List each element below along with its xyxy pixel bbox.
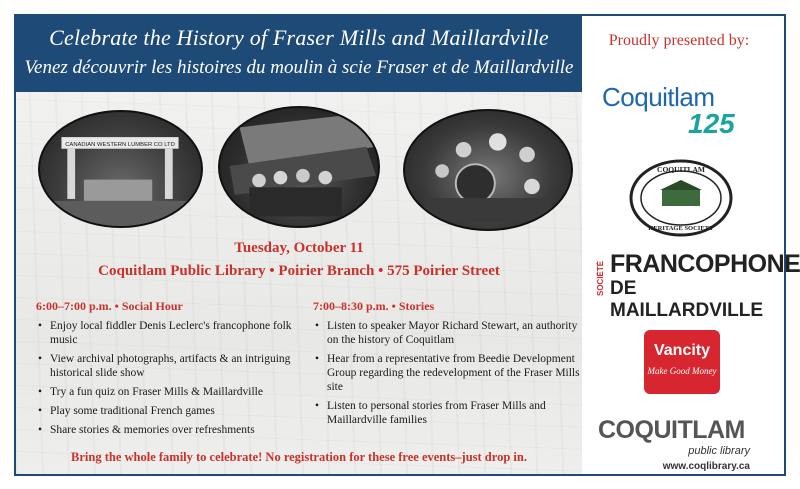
schedule-heading: 6:00–7:00 p.m. • Social Hour bbox=[36, 299, 183, 313]
schedule-item: • View archival photographs, artifacts & an intriguing historical slide show bbox=[36, 352, 306, 380]
footer-callout: Bring the whole family to celebrate! No registration for these free events–just drop in. bbox=[71, 450, 527, 464]
logo-library-name: COQUITLAM bbox=[598, 416, 745, 444]
schedule-heading: 7:00–8:30 p.m. • Stories bbox=[313, 299, 435, 313]
title-english: Celebrate the History of Fraser Mills and Maillardville bbox=[49, 25, 549, 50]
schedule-item: • Listen to speaker Mayor Richard Stewart, an authority on the history of Coquitlam bbox=[313, 319, 582, 347]
title-french: Venez découvrir les histoires du moulin à scie Fraser et de Maillardville bbox=[24, 57, 574, 78]
logo-franco-bottom: DE MAILLARDVILLE bbox=[610, 278, 764, 321]
photo-sign-text: CANADIAN WESTERN LUMBER CO LTD bbox=[65, 141, 175, 148]
schedule-item: • Enjoy local fiddler Denis Leclerc's francophone folk music bbox=[36, 319, 306, 347]
logo-franco-side: SOCIÉTÉ bbox=[596, 260, 605, 296]
logo-vancity-tagline: Make Good Money bbox=[647, 366, 717, 376]
schedule-item: • Try a fun quiz on Fraser Mills & Maillardville bbox=[36, 385, 306, 399]
event-location: Coquitlam Public Library • Poirier Branch • 575 Poirier Street bbox=[98, 263, 500, 279]
schedule-item: • Hear from a representative from Beedie Development Group regarding the redevelopment of the Fraser Mills site bbox=[313, 352, 582, 394]
schedule-item: • Listen to personal stories from Fraser Mills and Maillardville families bbox=[313, 399, 582, 427]
logo-125-number: 125 bbox=[688, 108, 735, 139]
logo-vancity-name: Vancity bbox=[653, 342, 711, 359]
main-panel bbox=[16, 16, 582, 474]
schedule-social-hour bbox=[36, 299, 306, 442]
logo-library-sub: public library bbox=[688, 445, 750, 457]
logo-heritage-bottom: HERITAGE SOCIETY bbox=[648, 225, 714, 232]
photo-band bbox=[403, 109, 573, 231]
library-url[interactable]: www.coqlibrary.ca bbox=[662, 461, 750, 472]
schedule-item: • Share stories & memories over refreshments bbox=[36, 423, 306, 437]
logo-franco-top: FRANCOPHONE bbox=[610, 250, 800, 278]
photo-lumber-gate bbox=[38, 110, 203, 228]
logo-heritage-society bbox=[628, 158, 734, 238]
logo-heritage-top: COQUITLAM bbox=[657, 165, 705, 174]
schedule-stories bbox=[313, 299, 582, 432]
schedule-item: • Play some traditional French games bbox=[36, 404, 306, 418]
logo-vancity bbox=[644, 330, 720, 394]
sponsor-title: Proudly presented by: bbox=[608, 32, 750, 49]
logo-coquitlam-library bbox=[598, 416, 778, 482]
sponsor-sidebar bbox=[584, 16, 800, 474]
photo-workers-group bbox=[218, 106, 380, 228]
header-band bbox=[16, 16, 582, 92]
logo-coquitlam-word: Coquitlam bbox=[602, 82, 715, 112]
event-date: Tuesday, October 11 bbox=[234, 240, 364, 256]
logo-coquitlam-125 bbox=[602, 78, 762, 148]
logo-francophone bbox=[596, 250, 800, 321]
